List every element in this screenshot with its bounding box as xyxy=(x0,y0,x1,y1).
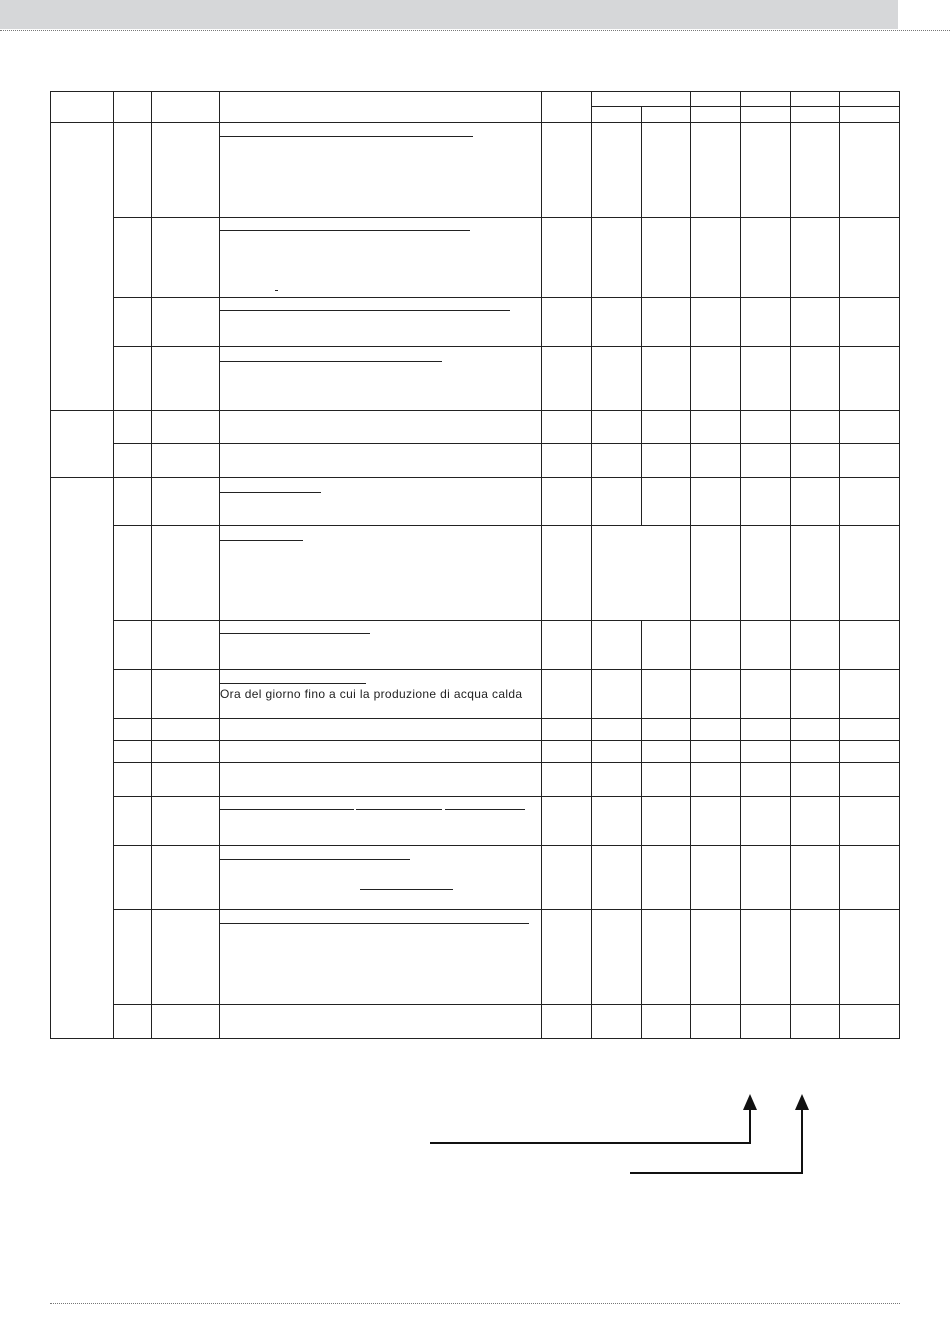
table-row xyxy=(51,846,900,910)
header-cell xyxy=(114,92,152,123)
merged-value-cell xyxy=(592,526,691,621)
group-cell xyxy=(51,478,114,1039)
table-row xyxy=(51,411,900,444)
description-cell xyxy=(220,347,542,411)
table-row xyxy=(51,478,900,526)
header-cell xyxy=(741,107,791,123)
description-cell xyxy=(220,719,542,741)
description-cell xyxy=(220,526,542,621)
header-dotted-rule xyxy=(0,30,950,31)
description-cell xyxy=(220,741,542,763)
description-cell xyxy=(220,298,542,347)
header-cell xyxy=(691,107,741,123)
description-cell xyxy=(220,218,542,298)
description-cell xyxy=(220,670,542,719)
arrow-up-icon xyxy=(630,1094,809,1173)
header-cell xyxy=(791,92,840,107)
table-row xyxy=(51,797,900,846)
header-cell xyxy=(840,107,900,123)
description-cell xyxy=(220,478,542,526)
table-row xyxy=(51,741,900,763)
header-cell xyxy=(691,92,741,107)
header-cell xyxy=(220,92,542,123)
header-cell xyxy=(152,92,220,123)
table-row xyxy=(51,670,900,719)
header-cell xyxy=(791,107,840,123)
header-cell xyxy=(592,107,642,123)
table-row xyxy=(51,719,900,741)
description-cell xyxy=(220,797,542,846)
description-cell xyxy=(220,444,542,478)
table-row xyxy=(51,444,900,478)
header-cell xyxy=(51,92,114,123)
footer-dotted-rule xyxy=(50,1303,900,1304)
table-row xyxy=(51,621,900,670)
header-cell xyxy=(741,92,791,107)
group-cell xyxy=(51,411,114,478)
table-row xyxy=(51,526,900,621)
table-row xyxy=(51,347,900,411)
description-cell xyxy=(220,910,542,1005)
table-row xyxy=(51,298,900,347)
arrow-up-icon xyxy=(430,1094,757,1143)
table-row xyxy=(51,1005,900,1039)
description-cell xyxy=(220,411,542,444)
header-cell xyxy=(592,92,691,107)
table-row xyxy=(51,123,900,218)
table-row xyxy=(51,763,900,797)
parameter-table xyxy=(50,91,900,1039)
table-row xyxy=(51,910,900,1005)
header-cell xyxy=(840,92,900,107)
description-cell xyxy=(220,763,542,797)
group-cell xyxy=(51,123,114,411)
header-bar xyxy=(0,0,898,29)
description-cell xyxy=(220,123,542,218)
description-cell xyxy=(220,1005,542,1039)
table-header-row xyxy=(51,92,900,107)
description-cell xyxy=(220,846,542,910)
description-cell xyxy=(220,621,542,670)
table-row xyxy=(51,218,900,298)
description-text: Ora del giorno fino a cui la produzione di acqua calda xyxy=(220,687,523,701)
header-cell xyxy=(642,107,691,123)
header-cell xyxy=(542,92,592,123)
